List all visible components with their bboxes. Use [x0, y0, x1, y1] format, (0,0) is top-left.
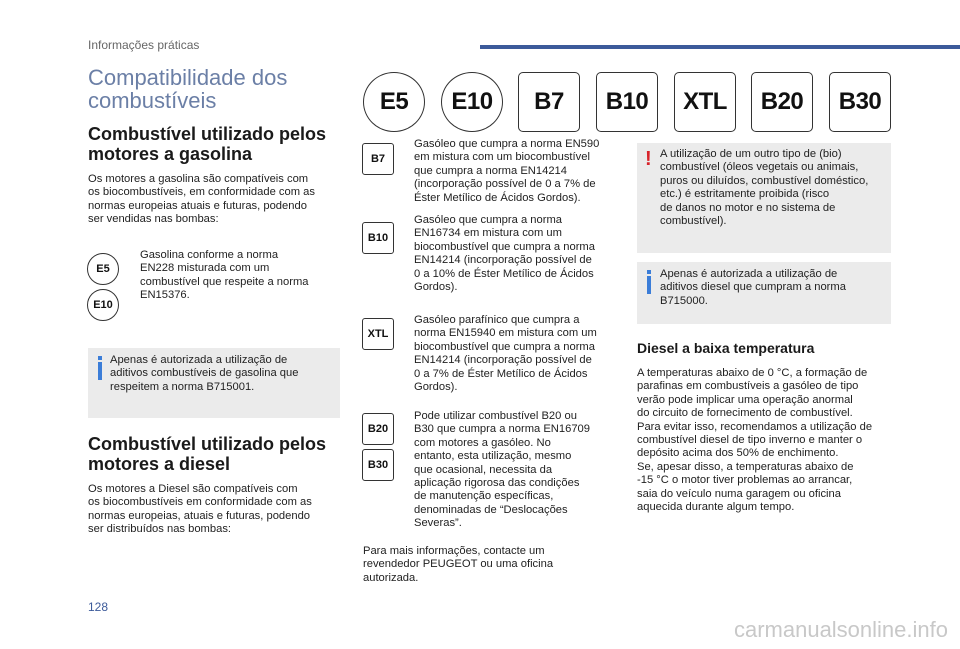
low-temp-heading: Diesel a baixa temperatura [637, 340, 815, 356]
contact-text: Para mais informações, contacte um revendedor PEUGEOT ou uma oficina autorizada. [363, 545, 554, 584]
diesel-additive-text: Apenas é autorizada a utilização de aditivos diesel que cumpram a norma B715000. [660, 268, 846, 307]
fuel-badge-b7: B7 [518, 72, 580, 132]
b10-description: Gasóleo que cumpra a norma EN16734 em mistura com um biocombustível que cumpra a norma EN14214 (incorporação possível de 0 a 10% de Éster Metílico de Ácidos Gordos). [414, 214, 595, 294]
gasoline-heading [88, 124, 326, 164]
badge-e5: E5 [87, 253, 119, 285]
badge-xtl: XTL [362, 318, 394, 350]
badge-b20: B20 [362, 413, 394, 445]
badge-b10: B10 [362, 222, 394, 254]
page-title-line2: combustíveis [88, 88, 217, 113]
low-temp-text: A temperaturas abaixo de 0 °C, a formação de parafinas em combustíveis a gasóleo de tipo verão pode implicar uma operação anormal do circuito de fornecimento de combustível. Para evitar isso, recomendamos a utilização de combustível diesel de tipo inverno e manter o depósito acima dos 50% de enchimento. Se, apesar disso, a temperaturas abaixo de -15 °C o motor tiver problemas ao arrancar, saia do veículo numa garagem ou oficina aquecida durante algum tempo. [637, 367, 873, 514]
warning-text: A utilização de um outro tipo de (bio) combustível (óleos vegetais ou animais, puros ou diluídos, combustível doméstico, etc.) é estritamente proibida (risco de danos no motor e no sistema de combustível). [660, 148, 869, 228]
section-label: Informações práticas [88, 38, 200, 52]
fuel-badge-e10: E10 [441, 72, 503, 132]
page-title [88, 66, 287, 112]
info-icon [98, 362, 102, 380]
diesel-intro: Os motores a Diesel são compatíveis com os biocombustíveis em conformidade com as normas europeias, atuais e futuras, podendo ser distribuídos nas bombas: [88, 483, 312, 536]
warning-icon: ! [645, 148, 652, 170]
fuel-badge-b20: B20 [751, 72, 813, 132]
xtl-description: Gasóleo parafínico que cumpra a norma EN15940 em mistura com um biocombustível que cumpra a norma EN14214 (incorporação possível de 0 a 7% de Éster Metílico de Ácidos Gordos). [414, 314, 597, 394]
diesel-heading [88, 434, 326, 474]
fuel-badge-b10: B10 [596, 72, 658, 132]
e5-e10-description: Gasolina conforme a norma EN228 misturada com um combustível que respeite a norma EN15376. [140, 249, 309, 302]
b20-b30-description: Pode utilizar combustível B20 ou B30 que cumpra a norma EN16709 com motores a gasóleo. No entanto, esta utilização, mesmo que ocasional, necessita da aplicação rigorosa das condições de manutenção específicas, denominadas de “Deslocações Severas”. [414, 410, 591, 530]
fuel-badge-b30: B30 [829, 72, 891, 132]
watermark: carmanualsonline.info [733, 617, 948, 642]
info-icon [647, 276, 651, 294]
fuel-badge-e5: E5 [363, 72, 425, 132]
diesel-additive-note [637, 262, 891, 324]
gasoline-intro: Os motores a gasolina são compatíveis com os biocombustíveis, em conformidade com as normas europeias atuais e futuras, podendo ser vendidas nas bombas: [88, 173, 315, 226]
gasoline-additive-note [88, 348, 340, 418]
fuel-badge-xtl: XTL [674, 72, 736, 132]
warning-note [637, 143, 891, 253]
diesel-heading-line2: motores a diesel [88, 454, 231, 474]
gasoline-additive-text: Apenas é autorizada a utilização de aditivos combustíveis de gasolina que respeitem a norma B715001. [110, 354, 299, 393]
badge-b7: B7 [362, 143, 394, 175]
badge-e10: E10 [87, 289, 119, 321]
page-number: 128 [88, 600, 109, 614]
badge-b30: B30 [362, 449, 394, 481]
gasoline-heading-line1: Combustível utilizado pelos [88, 124, 327, 144]
diesel-heading-line1: Combustível utilizado pelos [88, 434, 327, 454]
b7-description: Gasóleo que cumpra a norma EN590 em mistura com um biocombustível que cumpra a norma EN14214 (incorporação possível de 0 a 7% de Éster Metílico de Ácidos Gordos). [414, 138, 600, 204]
header-bar [480, 45, 960, 49]
gasoline-heading-line2: motores a gasolina [88, 144, 253, 164]
page-title-line1: Compatibilidade dos [88, 65, 288, 90]
